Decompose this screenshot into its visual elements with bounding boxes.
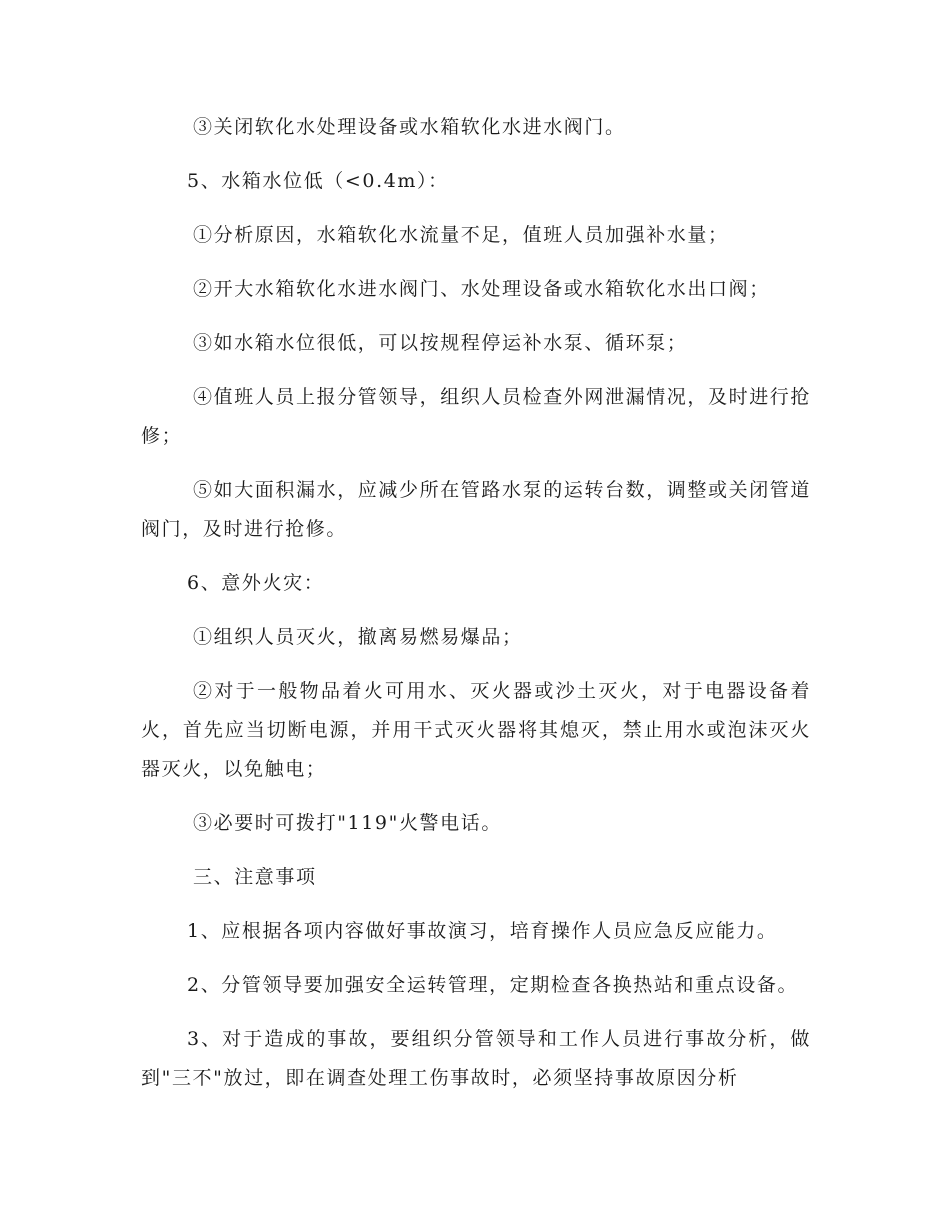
paragraph-open-valve: ②开大水箱软化水进水阀门、水处理设备或水箱软化水出口阀；	[193, 278, 770, 300]
paragraph-low-tank-level: 5、水箱水位低（<0.4m）：	[187, 170, 449, 192]
paragraph-stop-pumps: ③如水箱水位很低，可以按规程停运补水泵、循环泵；	[193, 332, 688, 354]
paragraph-fire-methods: ②对于一般物品着火可用水、灭火器或沙土灭火，对于电器设备着火，首先应当切断电源，并用干式灭火器将其熄灭，禁止用水或泡沫灭火器灭火，以免触电；	[141, 680, 811, 780]
section-heading-notes: 三、注意事项	[193, 866, 317, 888]
paragraph-note-1: 1、应根据各项内容做好事故演习，培育操作人员应急反应能力。	[187, 920, 778, 942]
paragraph-report-leader: ④值班人员上报分管领导，组织人员检查外网泄漏情况，及时进行抢修；	[141, 386, 812, 447]
paragraph-large-leak: ⑤如大面积漏水，应减少所在管路水泵的运转台数，调整或关闭管道阀门，及时进行抢修。	[141, 479, 812, 540]
paragraph-note-2: 2、分管领导要加强安全运转管理，定期检查各换热站和重点设备。	[187, 974, 799, 996]
paragraph-analyze-cause: ①分析原因，水箱软化水流量不足，值班人员加强补水量；	[193, 224, 729, 246]
paragraph-close-softened-water-valve: ③关闭软化水处理设备或水箱软化水进水阀门。	[193, 116, 626, 138]
paragraph-accidental-fire: 6、意外火灾：	[187, 572, 325, 594]
paragraph-organize-firefighting: ①组织人员灭火，撤离易燃易爆品；	[193, 626, 523, 648]
paragraph-call-119: ③必要时可拨打"119"火警电话。	[193, 812, 502, 834]
paragraph-note-3: 3、对于造成的事故，要组织分管领导和工作人员进行事故分析，做到"三不"放过，即在调查处理工伤事故时，必须坚持事故原因分析	[141, 1028, 811, 1089]
document-body	[141, 108, 811, 1113]
